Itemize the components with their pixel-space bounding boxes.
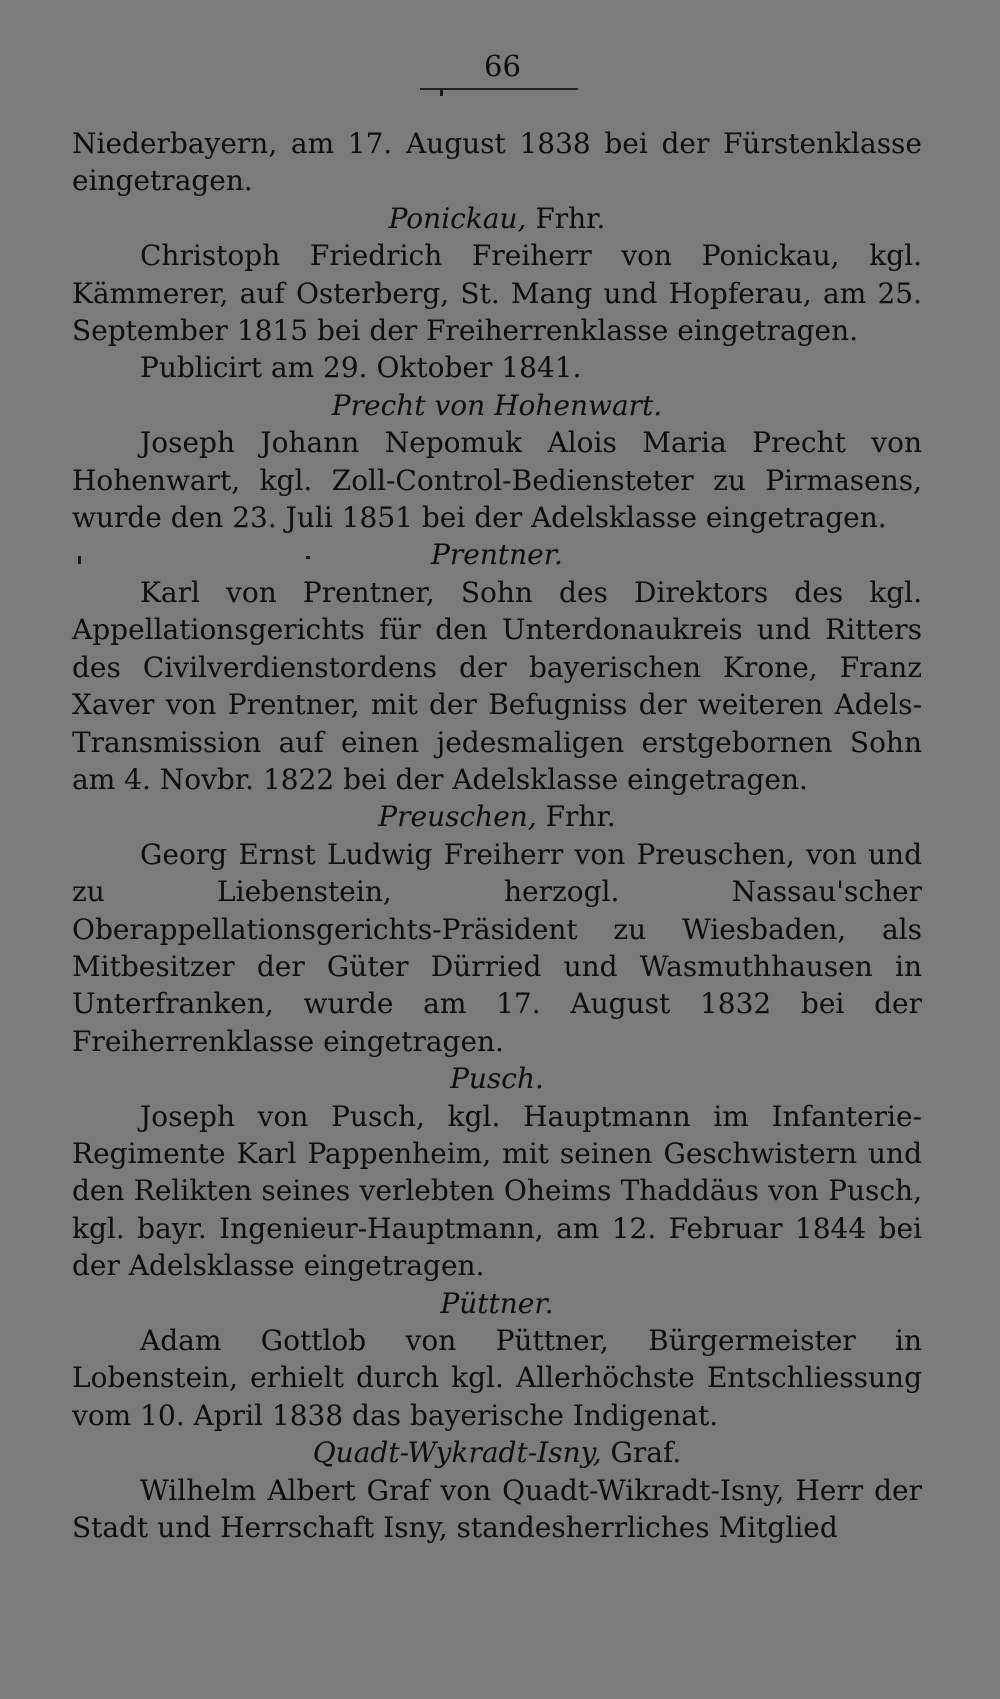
entry-heading [72,1434,922,1471]
header-rule [420,88,578,90]
entry-title: Graf. [601,1436,682,1470]
entry-name: Pusch. [450,1062,544,1096]
entry-name: Ponickau, [388,201,527,235]
paragraph: Wilhelm Albert Graf von Quadt-Wikradt-Isny, Herr der Stadt und Herrschaft Isny, standesherrliches Mitglied [72,1473,922,1545]
entry-name: Püttner. [440,1286,554,1320]
entry-title: Frhr. [526,201,606,235]
entry-name: Preuschen, [378,800,537,834]
entry-heading [72,387,922,424]
paragraph: Joseph Johann Nepomuk Alois Maria Precht von Hohenwart, kgl. Zoll-Control-Bediensteter zu Pirmasens, wurde den 23. Juli 1851 bei der Adelsklasse eingetragen. [72,426,922,535]
page-number: 66 [484,49,521,83]
entry-heading [72,1060,922,1097]
paragraph: Niederbayern, am 17. August 1838 bei der Fürstenklasse eingetragen. [72,127,922,198]
entry-heading [72,536,922,573]
entry-name: Precht von Hohenwart. [331,388,663,422]
entry-title: Frhr. [536,800,616,834]
paragraph: Adam Gottlob von Püttner, Bürgermeister in Lobenstein, erhielt durch kgl. Allerhöchste Entschliessung vom 10. April 1838 das bayerische Indigenat. [72,1324,922,1432]
entry-heading [72,798,922,835]
paragraph: Karl von Prentner, Sohn des Direktors des kgl. Appellationsgerichts für den Unterdonaukreis und Ritters des Civilverdienstordens der bayerischen Krone, Franz Xaver von Prentner, mit der Befugniss der weiteren Adels-Transmission auf einen jedesmaligen erstgebornen Sohn am 4. Novbr. 1822 bei der Adelsklasse eingetragen. [72,575,922,796]
entry-heading [72,200,922,237]
paragraph: Publicirt am 29. Oktober 1841. [140,351,582,385]
print-speck [440,90,443,96]
paragraph: Christoph Friedrich Freiherr von Ponickau, kgl. Kämmerer, auf Osterberg, St. Mang und Hopferau, am 25. September 1815 bei der Freiherrenklasse eingetragen. [72,239,922,348]
entry-name: Quadt-Wykradt-Isny, [312,1436,602,1470]
paragraph: Joseph von Pusch, kgl. Hauptmann im Infanterie-Regimente Karl Pappenheim, mit seinen Geschwistern und den Relikten seines verlebten Oheims Thaddäus von Pusch, kgl. bayr. Ingenieur-Hauptmann, am 12. Februar 1844 bei der Adelsklasse eingetragen. [72,1099,922,1283]
entry-heading [72,1285,922,1322]
paragraph: Georg Ernst Ludwig Freiherr von Preuschen, von und zu Liebenstein, herzogl. Nassau'scher Oberappellationsgerichts-Präsident zu Wiesbaden, als Mitbesitzer der Güter Dürried und Wasmuthhausen in Unterfranken, wurde am 17. August 1832 bei der Freiherrenklasse eingetragen. [72,837,922,1058]
body-text [72,125,922,1546]
entry-name: Prentner. [431,538,563,572]
